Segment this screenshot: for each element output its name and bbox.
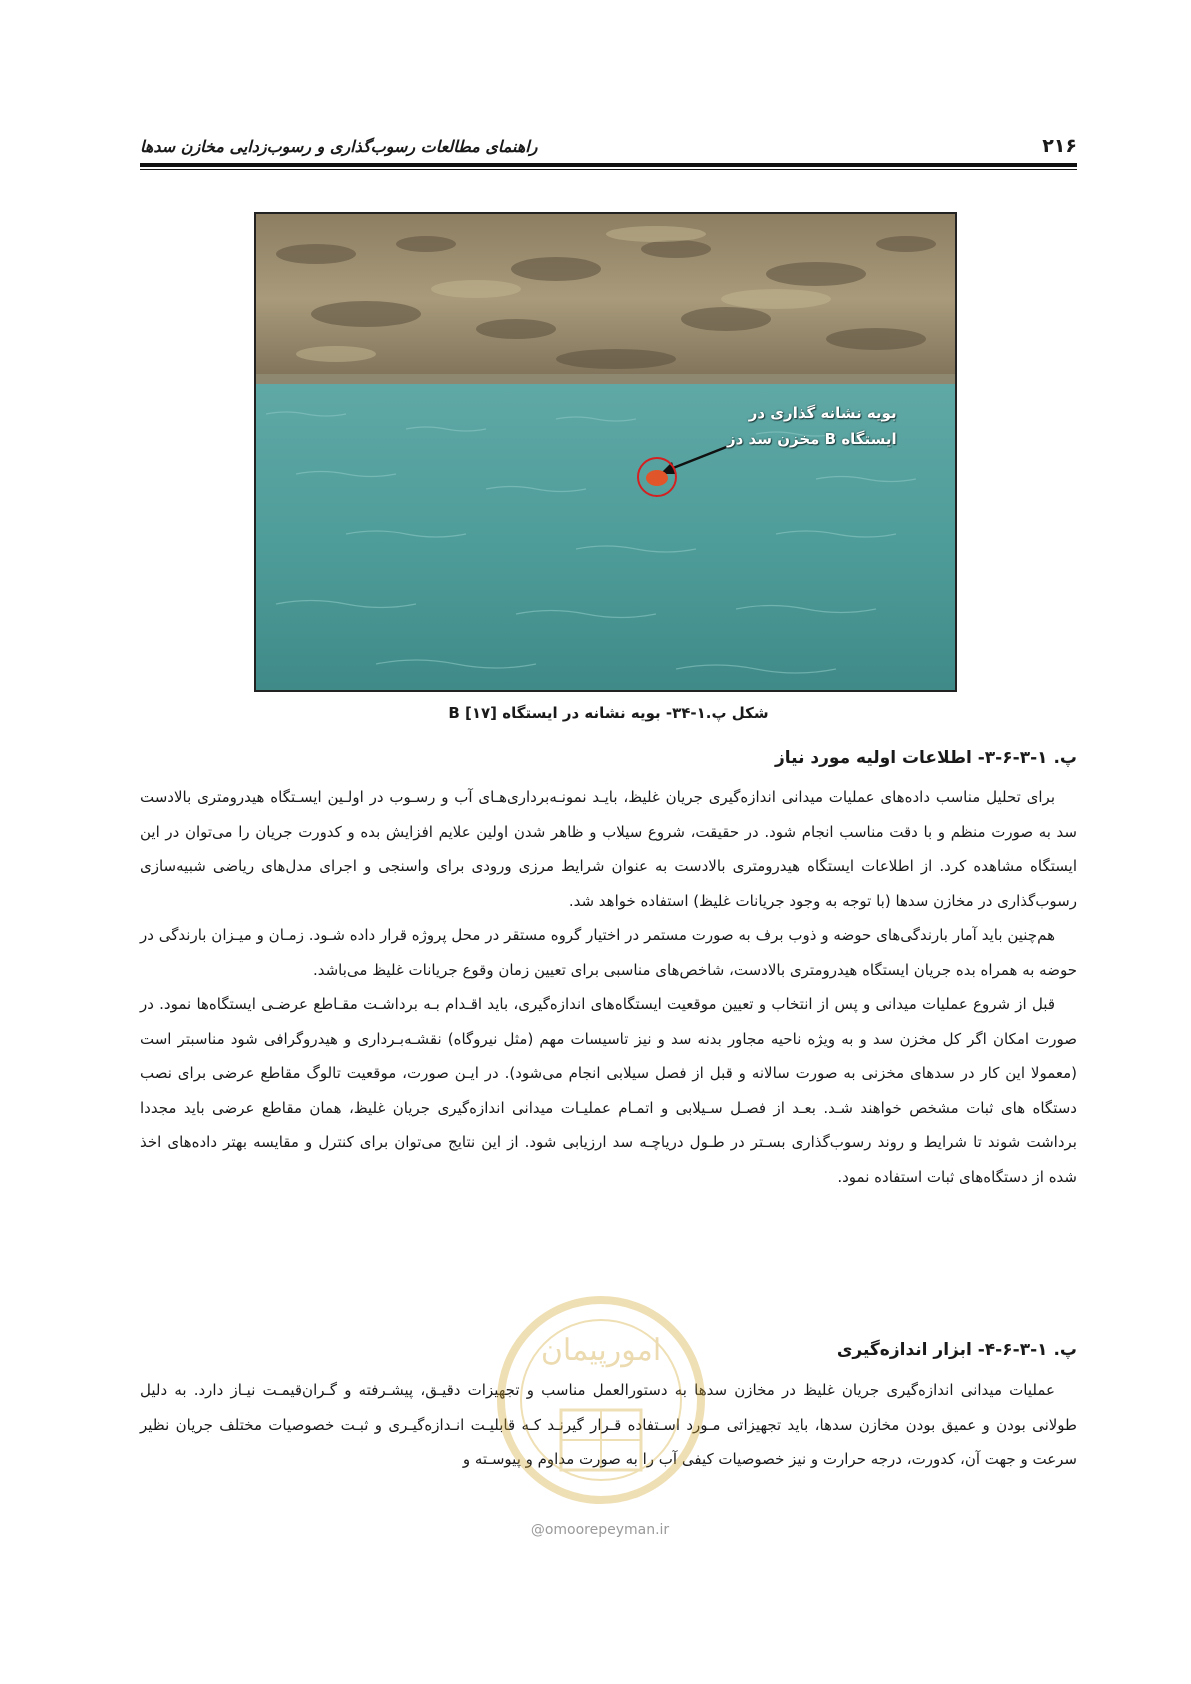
- section-heading-initial-data: پ. ۱-۳-۶-۳- اطلاعات اولیه مورد نیاز: [775, 748, 1077, 768]
- figure-annotation-line2: ایستگاه B مخزن سد دز: [727, 430, 897, 448]
- figure-annotation-line1: بویه نشانه گذاری در: [748, 404, 897, 422]
- reservoir-photo-drawing: [256, 214, 957, 692]
- header-rule-thin: [140, 169, 1077, 170]
- watermark-logo-text: امورپیمان: [540, 1333, 662, 1368]
- paragraph: برای تحلیل مناسب داده‌های عملیات میدانی اندازه‌گیری جریان غلیظ، بایـد نمونـه‌برداری‌هـای آب و رسـوب در اولـین ایسـتگاه هیدرومتری بالادست سد به صورت منظم و با دقت مناسب انجام شود. در حقیقت، شروع سیلاب و ظاهر شدن اولین علایم افزایش بده و کدورت جریان را می‌توان در این ایستگاه مشاهده کرد. از اطلاعات ایستگاه هیدرومتری بالادست به عنوان شرایط مرزی ورودی برای واسنجی و اجرای مدل‌های ریاضی شبیه‌سازی رسوب‌گذاری در مخازن سدها (با توجه به وجود جریانات غلیظ) استفاده خواهد شد.: [140, 788, 1077, 910]
- page-number: ۲۱۶: [1042, 135, 1077, 157]
- figure-annotation: [727, 400, 897, 452]
- paragraph: هم‌چنین باید آمار بارندگی‌های حوضه و ذوب برف به صورت مستمر در اختیار گروه مستقر در محل پروژه قرار داده شـود. زمـان و میـزان بارندگی در حوضه به همراه بده جریان ایستگاه هیدرومتری بالادست، شاخص‌های مناسبی برای تعیین زمان وقوع جریانات غلیظ می‌باشد.: [140, 926, 1077, 979]
- book-title: راهنمای مطالعات رسوب‌گذاری و رسوب‌زدایی مخازن سدها: [140, 136, 538, 156]
- paragraph: عملیات میدانی اندازه‌گیری جریان غلیظ در مخازن سدها به دستورالعمل مناسب و تجهیزات دقیـق، پیشـرفته و گـران‌قیمـت نیـاز دارد. به دلیل طولانی بودن و عمیق بودن مخازن سدها، باید تجهیزاتی مـورد اسـتفاده قـرار گیرنـد کـه قابلیـت انـدازه‌گیـری و ثبـت خصوصیات مختلف جریان نظیر سرعت و جهت آن، کدورت، درجه حرارت و نیز خصوصیات کیفی آب را به صورت مداوم و پیوسـته و: [140, 1381, 1077, 1468]
- watermark-url: @omoorepeyman.ir: [530, 1522, 670, 1538]
- page-header: [140, 126, 1077, 166]
- watermark-logo: [486, 1290, 716, 1510]
- figure-caption: شکل پ.۱-۳۴- بویه نشانه در ایستگاه B [۱۷]: [448, 704, 769, 722]
- paragraph: قبل از شروع عملیات میدانی و پس از انتخاب و تعیین موقعیت ایستگاه‌های اندازه‌گیری، باید اقـدام بـه برداشـت مقـاطع عرضـی ایستگاه‌ها نمود. در صورت امکان اگر کل مخزن سد و به ویژه ناحیه مجاور بدنه سد و نیز تاسیسات مهم (مثل نیروگاه) نقشـه‌بـرداری و هیدروگرافی شود مناسبتر است (معمولا این کار در سدهای مخزنی به صورت سالانه و قبل از فصل سیلابی انجام می‌شود). در ایـن صورت، موقعیت تالوگ مقاطع عرضی برای نصب دستگاه های ثبات مشخص خواهند شـد. بعـد از فصـل سـیلابی و اتمـام عملیـات میدانی اندازه‌گیری جریان غلیظ، همان مقاطع عرضی باید مجددا برداشت شوند تا شرایط و روند رسوب‌گذاری بسـتر در طـول دریاچـه سد ارزیابی شود. از این نتایج می‌توان برای کنترل و مقایسه بهتر داده‌های اخذ شده از دستگاه‌های ثبات استفاده نمود.: [140, 995, 1077, 1186]
- section-heading-instruments: پ. ۱-۳-۶-۴- ابزار اندازه‌گیری: [836, 1340, 1077, 1360]
- reservoir-photo: [254, 212, 957, 692]
- header-rule-thick: [140, 163, 1077, 167]
- watermark-url-text: omoorepeyman.ir: [544, 1522, 670, 1538]
- shoreline: [256, 374, 957, 384]
- section-body-initial-data: [140, 780, 1077, 1194]
- buoy-marker: [646, 470, 668, 486]
